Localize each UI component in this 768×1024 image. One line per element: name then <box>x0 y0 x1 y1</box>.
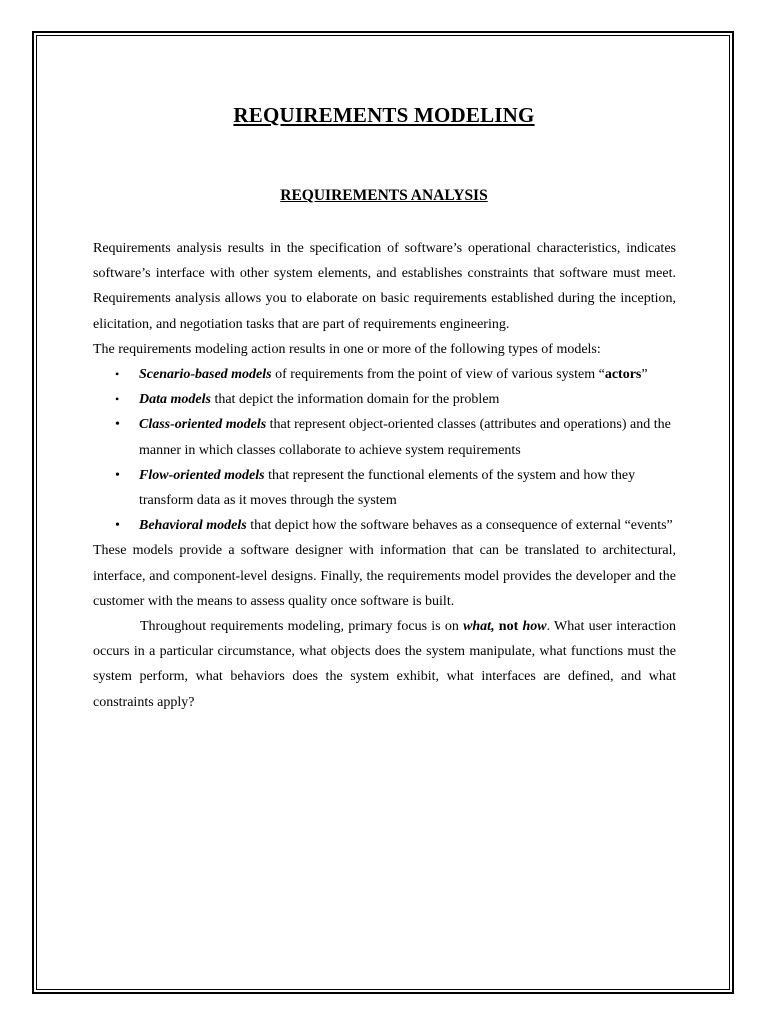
term-actors: actors <box>604 367 642 383</box>
bullet-icon: • <box>115 467 120 483</box>
list-text: ” <box>641 367 648 383</box>
bullet-icon: • <box>115 518 120 534</box>
list-text: that represent object-oriented classes (attributes and operations) and the manner in which classes collaborate to achieve system requirements <box>139 417 671 458</box>
list-item-scenario <box>115 362 676 387</box>
term-data-models: Data models <box>139 392 211 408</box>
emphasis-not: not <box>494 619 523 635</box>
list-item-behavioral <box>115 513 676 538</box>
section-heading: REQUIREMENTS ANALYSIS <box>280 187 488 204</box>
list-item-class <box>115 412 676 462</box>
term-class-oriented: Class-oriented models <box>139 417 267 433</box>
emphasis-how: how <box>522 619 547 635</box>
bullet-icon: • <box>115 367 120 382</box>
paragraph-intro: Requirements analysis results in the specification of software’s operational characteristics, indicates software’s interface with other system elements, and establishes constraints that software must meet. Requirements analysis allows you to elaborate on basic requirements established during the inception, elicitation, and negotiation tasks that are part of requirements engineering. <box>93 241 676 332</box>
paragraph-models-intro: The requirements modeling action results in one or more of the following types of models: <box>93 341 601 357</box>
list-text: that depict how the software behaves as a consequence of external “events” <box>246 518 673 534</box>
focus-text-end: . What user interaction occurs in a particular circumstance, what objects does the system manipulate, what functions must the system perform, what behaviors does the system exhibit, what interfaces are defined, and what constraints apply? <box>93 619 676 710</box>
document-body <box>93 236 676 715</box>
list-text: of requirements from the point of view of various system “ <box>271 367 605 383</box>
term-behavioral: Behavioral models <box>139 518 247 534</box>
bullet-icon: • <box>115 392 120 407</box>
emphasis-what: what, <box>463 619 495 635</box>
list-item-flow <box>115 463 676 513</box>
list-item-data <box>115 387 676 412</box>
document-title: REQUIREMENTS MODELING <box>233 103 535 127</box>
term-scenario-based: Scenario-based models <box>139 367 272 383</box>
list-text: that depict the information domain for the problem <box>210 392 500 408</box>
bullet-icon: • <box>115 417 120 433</box>
paragraph-models-use: These models provide a software designer with information that can be translated to architectural, interface, and component-level designs. Finally, the requirements model provides the developer and the customer with the means to assess quality once software is built. <box>93 543 676 609</box>
paragraph-focus <box>93 614 676 715</box>
term-flow-oriented: Flow-oriented models <box>139 467 265 483</box>
list-text: that represent the functional elements of the system and how they transform data as it moves through the system <box>139 467 636 509</box>
model-types-list <box>93 362 676 538</box>
focus-text: Throughout requirements modeling, primary focus is on <box>140 619 464 635</box>
